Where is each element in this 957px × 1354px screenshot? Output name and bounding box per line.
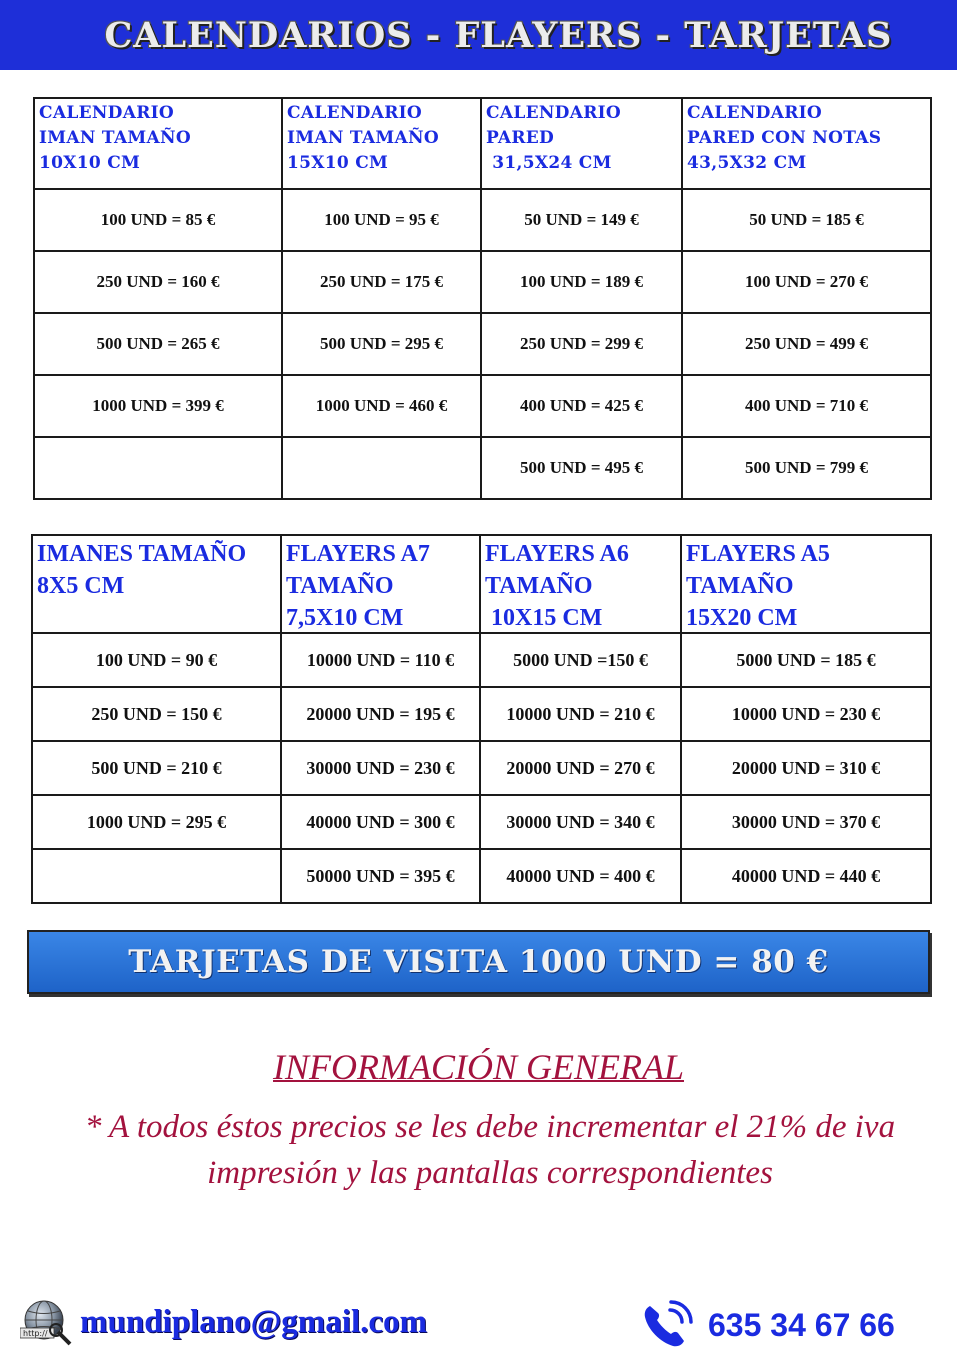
info-line-2: impresión y las pantallas correspondientes	[207, 1155, 773, 1191]
info-line-1: * A todos éstos precios se les debe incrementar el 21% de iva	[84, 1109, 896, 1145]
price-cell	[34, 437, 282, 499]
info-title: INFORMACIÓN GENERAL	[273, 1047, 684, 1087]
price-cell: 10000 UND = 110 €	[281, 633, 480, 687]
price-cell: 250 UND = 160 €	[34, 251, 282, 313]
table-row	[34, 437, 931, 499]
price-cell: 250 UND = 299 €	[481, 313, 682, 375]
price-cell: 40000 UND = 440 €	[681, 849, 931, 903]
price-cell: 400 UND = 425 €	[481, 375, 682, 437]
price-cell: 40000 UND = 300 €	[281, 795, 480, 849]
price-cell: 30000 UND = 230 €	[281, 741, 480, 795]
imanes-flayers-price-table	[31, 534, 932, 904]
column-header: CALENDARIO IMAN TAMAÑO 10X10 CM	[34, 98, 282, 189]
price-cell: 250 UND = 499 €	[682, 313, 931, 375]
table-row	[32, 633, 931, 687]
price-cell: 500 UND = 210 €	[32, 741, 281, 795]
price-cell: 500 UND = 265 €	[34, 313, 282, 375]
table-row	[32, 687, 931, 741]
phone-number[interactable]: 635 34 67 66	[708, 1306, 895, 1343]
price-cell: 1000 UND = 295 €	[32, 795, 281, 849]
info-text	[40, 1104, 940, 1196]
price-cell: 20000 UND = 195 €	[281, 687, 480, 741]
column-header: FLAYERS A5 TAMAÑO 15X20 CM	[681, 535, 931, 633]
price-cell: 100 UND = 270 €	[682, 251, 931, 313]
calendarios-price-table	[33, 97, 932, 500]
price-cell: 10000 UND = 230 €	[681, 687, 931, 741]
price-cell: 1000 UND = 460 €	[282, 375, 481, 437]
price-cell: 50 UND = 185 €	[682, 189, 931, 251]
globe-label: http://	[23, 1329, 48, 1338]
price-cell: 40000 UND = 400 €	[480, 849, 681, 903]
price-cell: 500 UND = 799 €	[682, 437, 931, 499]
price-cell: 30000 UND = 370 €	[681, 795, 931, 849]
table-row	[32, 741, 931, 795]
tarjetas-banner	[27, 930, 930, 994]
phone-icon	[640, 1300, 696, 1350]
title-banner	[0, 0, 957, 70]
price-cell	[282, 437, 481, 499]
price-cell: 50 UND = 149 €	[481, 189, 682, 251]
price-cell: 100 UND = 95 €	[282, 189, 481, 251]
globe-icon	[20, 1298, 72, 1346]
price-cell: 500 UND = 495 €	[481, 437, 682, 499]
price-cell: 10000 UND = 210 €	[480, 687, 681, 741]
price-cell: 100 UND = 189 €	[481, 251, 682, 313]
price-cell: 1000 UND = 399 €	[34, 375, 282, 437]
price-cell: 30000 UND = 340 €	[480, 795, 681, 849]
price-cell: 5000 UND = 185 €	[681, 633, 931, 687]
price-cell: 100 UND = 90 €	[32, 633, 281, 687]
price-cell: 50000 UND = 395 €	[281, 849, 480, 903]
tarjetas-label: TARJETAS DE VISITA 1000 UND = 80 €	[128, 944, 829, 980]
email-contact	[20, 1298, 427, 1346]
phone-contact	[640, 1300, 895, 1350]
page-title: CALENDARIOS - FLAYERS - TARJETAS	[104, 14, 893, 56]
price-cell: 100 UND = 85 €	[34, 189, 282, 251]
column-header: IMANES TAMAÑO 8X5 CM	[32, 535, 281, 633]
price-cell	[32, 849, 281, 903]
table-row	[32, 849, 931, 903]
table-row	[34, 189, 931, 251]
price-cell: 5000 UND =150 €	[480, 633, 681, 687]
column-header: FLAYERS A7 TAMAÑO 7,5X10 CM	[281, 535, 480, 633]
price-cell: 250 UND = 175 €	[282, 251, 481, 313]
table-row	[32, 795, 931, 849]
price-cell: 20000 UND = 270 €	[480, 741, 681, 795]
column-header: CALENDARIO IMAN TAMAÑO 15X10 CM	[282, 98, 481, 189]
column-header: FLAYERS A6 TAMAÑO 10X15 CM	[480, 535, 681, 633]
price-cell: 400 UND = 710 €	[682, 375, 931, 437]
column-header: CALENDARIO PARED CON NOTAS 43,5X32 CM	[682, 98, 931, 189]
price-cell: 20000 UND = 310 €	[681, 741, 931, 795]
table-row	[34, 251, 931, 313]
price-cell: 250 UND = 150 €	[32, 687, 281, 741]
price-cell: 500 UND = 295 €	[282, 313, 481, 375]
email-link[interactable]: mundiplano@gmail.com	[80, 1303, 427, 1340]
column-header: CALENDARIO PARED 31,5X24 CM	[481, 98, 682, 189]
table-row	[34, 375, 931, 437]
table-row	[34, 313, 931, 375]
